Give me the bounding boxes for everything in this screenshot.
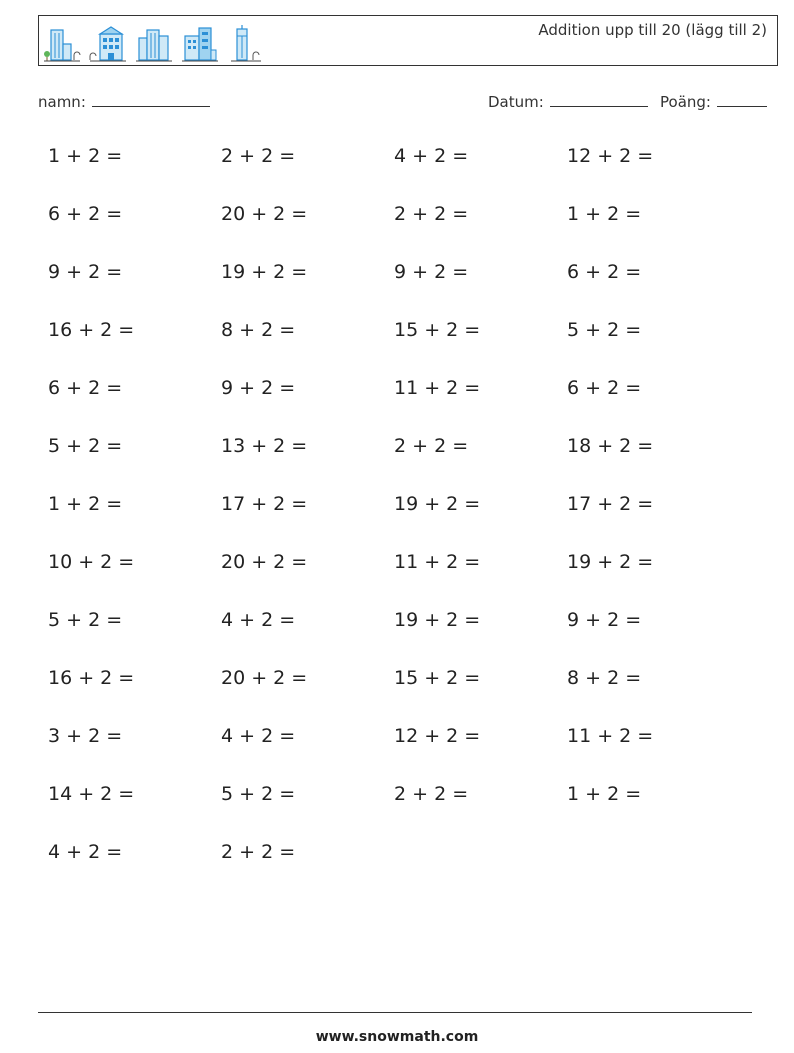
problem-item: 6 + 2 = [48,203,123,225]
problem-item: 19 + 2 = [394,493,481,515]
problem-item: 5 + 2 = [567,319,642,341]
office-block-icon [181,24,219,64]
problem-item: 5 + 2 = [48,609,123,631]
footer-divider [38,1012,752,1013]
problem-item: 11 + 2 = [567,725,654,747]
problem-item: 8 + 2 = [567,667,642,689]
score-field [660,92,767,111]
problem-item: 6 + 2 = [48,377,123,399]
problem-item: 20 + 2 = [221,203,308,225]
office-building-with-tree-icon [43,24,81,64]
problem-item: 19 + 2 = [394,609,481,631]
problem-item: 5 + 2 = [48,435,123,457]
problem-item: 15 + 2 = [394,319,481,341]
problem-item: 20 + 2 = [221,667,308,689]
problem-item: 2 + 2 = [221,841,296,863]
problem-item: 2 + 2 = [394,435,469,457]
problem-item: 17 + 2 = [221,493,308,515]
worksheet-title: Addition upp till 20 (lägg till 2) [538,21,767,39]
problem-item: 1 + 2 = [567,783,642,805]
tall-tower-icon [227,24,265,64]
problem-item: 6 + 2 = [567,377,642,399]
problem-item: 4 + 2 = [48,841,123,863]
date-field [488,92,648,111]
glass-tower-icon [135,24,173,64]
footer-url: www.snowmath.com [315,1029,479,1045]
problem-item: 4 + 2 = [221,609,296,631]
problem-item: 10 + 2 = [48,551,135,573]
name-blank-line[interactable] [92,92,210,107]
date-label: Datum: [488,93,544,111]
problem-item: 18 + 2 = [567,435,654,457]
problem-item: 13 + 2 = [221,435,308,457]
problem-item: 11 + 2 = [394,377,481,399]
problem-item: 1 + 2 = [48,493,123,515]
problem-item: 8 + 2 = [221,319,296,341]
worksheet-header [38,15,778,66]
problem-item: 5 + 2 = [221,783,296,805]
problem-item: 12 + 2 = [394,725,481,747]
score-label: Poäng: [660,93,711,111]
problem-item: 1 + 2 = [48,145,123,167]
problem-item: 4 + 2 = [221,725,296,747]
problem-item: 14 + 2 = [48,783,135,805]
problem-item: 2 + 2 = [394,203,469,225]
problem-item: 3 + 2 = [48,725,123,747]
problem-item: 9 + 2 = [221,377,296,399]
problem-item: 19 + 2 = [567,551,654,573]
problem-item: 20 + 2 = [221,551,308,573]
problem-item: 2 + 2 = [394,783,469,805]
problem-item: 16 + 2 = [48,319,135,341]
problem-item: 9 + 2 = [48,261,123,283]
problem-item: 6 + 2 = [567,261,642,283]
problem-item: 1 + 2 = [567,203,642,225]
date-blank-line[interactable] [550,92,648,107]
problem-item: 19 + 2 = [221,261,308,283]
problem-item: 9 + 2 = [394,261,469,283]
problem-item: 17 + 2 = [567,493,654,515]
name-field [38,92,210,111]
problem-item: 16 + 2 = [48,667,135,689]
problem-item: 12 + 2 = [567,145,654,167]
building-icons [43,22,265,64]
problem-item: 2 + 2 = [221,145,296,167]
name-label: namn: [38,93,86,111]
problem-item: 15 + 2 = [394,667,481,689]
problem-item: 4 + 2 = [394,145,469,167]
problem-item: 11 + 2 = [394,551,481,573]
apartment-building-icon [89,24,127,64]
score-blank-line[interactable] [717,92,767,107]
problem-item: 9 + 2 = [567,609,642,631]
